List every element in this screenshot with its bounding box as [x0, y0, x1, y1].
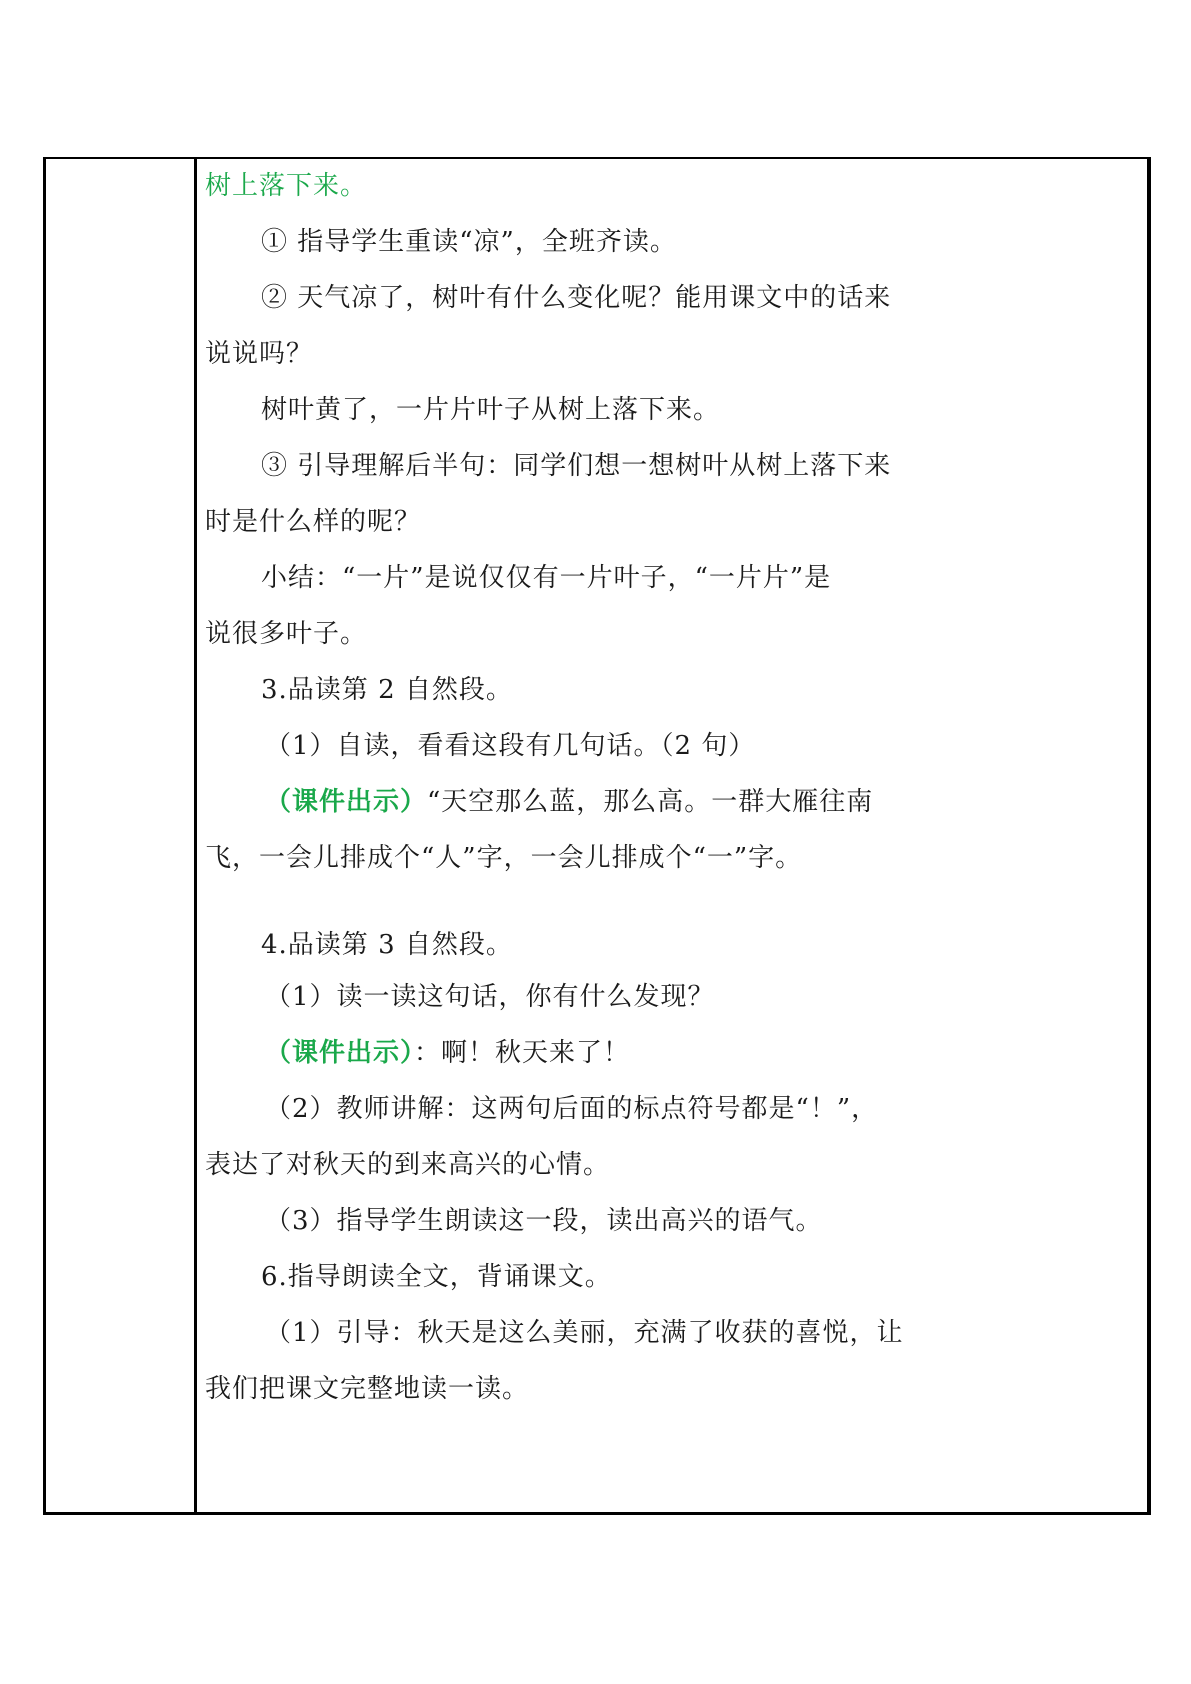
- courseware-text: “天空那么蓝，那么高。一群大雁往南: [427, 787, 874, 817]
- text-line: 说很多叶子。: [205, 619, 368, 649]
- text-line: ② 天气凉了，树叶有什么变化呢？能用课文中的话来: [261, 283, 892, 313]
- courseware-label: （课件出示）: [265, 787, 428, 817]
- text-line: 小结：“一片”是说仅仅有一片叶子，“一片片”是: [261, 563, 832, 593]
- text-line: [205, 1036, 630, 1070]
- section-heading: 3.品读第 2 自然段。: [261, 675, 513, 705]
- text-line: [205, 785, 873, 819]
- text-line: 我们把课文完整地读一读。: [205, 1374, 530, 1404]
- text-line: ① 指导学生重读“凉”，全班齐读。: [261, 227, 677, 257]
- text-line: （3）指导学生朗读这一段，读出高兴的语气。: [265, 1206, 823, 1236]
- text-line: 树上落下来。: [205, 171, 368, 201]
- column-divider: [194, 159, 197, 1512]
- text-line: 树叶黄了，一片片叶子从树上落下来。: [261, 395, 721, 425]
- courseware-text: ：啊！秋天来了！: [414, 1038, 631, 1068]
- text-line: 表达了对秋天的到来高兴的心情。: [205, 1150, 611, 1180]
- text-line: 说说吗？: [205, 339, 314, 369]
- text-line: （1）读一读这句话，你有什么发现？: [265, 982, 715, 1012]
- text-line: （2）教师讲解：这两句后面的标点符号都是“！”，: [265, 1094, 879, 1124]
- text-line: ③ 引导理解后半句：同学们想一想树叶从树上落下来: [261, 451, 892, 481]
- text-line: （1）自读，看看这段有几句话。（2 句）: [265, 731, 756, 761]
- text-line: （1）引导：秋天是这么美丽，充满了收获的喜悦，让: [265, 1318, 904, 1348]
- text-line: 飞，一会儿排成个“人”字，一会儿排成个“一”字。: [205, 843, 803, 873]
- text-line: 时是什么样的呢？: [205, 507, 422, 537]
- section-heading: 6.指导朗读全文，背诵课文。: [261, 1262, 612, 1292]
- courseware-label: （课件出示）: [265, 1038, 415, 1068]
- section-heading: 4.品读第 3 自然段。: [261, 930, 513, 960]
